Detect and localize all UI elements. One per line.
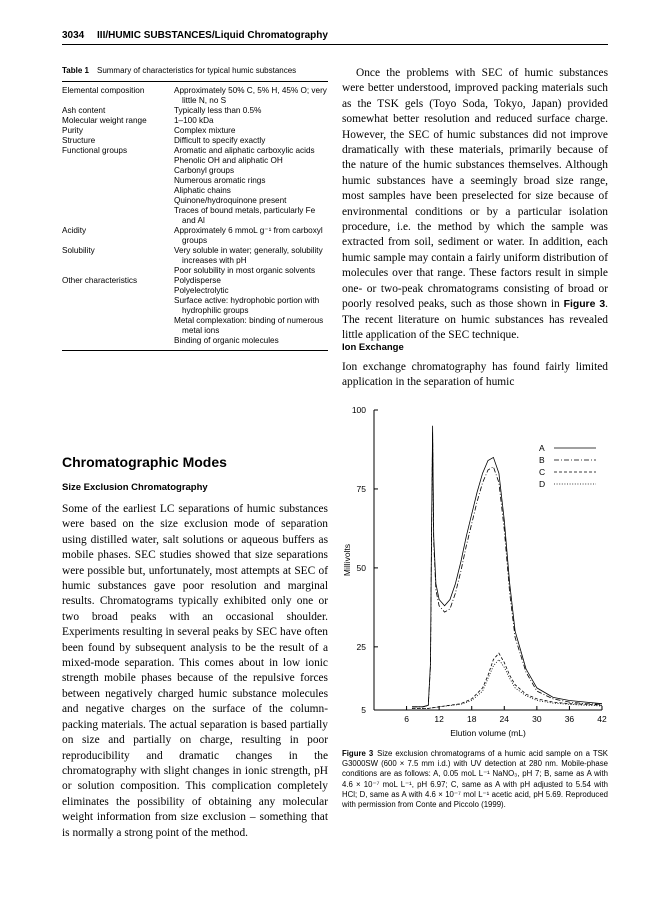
- table-row-value: Poor solubility in most organic solvents: [174, 266, 316, 275]
- y-axis-label: Millivolts: [342, 543, 352, 577]
- subsection-size-exclusion: Size Exclusion Chromatography: [62, 482, 208, 493]
- table-row-value: Very soluble in water; generally, solubility increases with pH: [174, 246, 323, 265]
- table-row-value: Phenolic OH and aliphatic OH: [174, 156, 283, 165]
- table-row-key: Purity: [62, 126, 83, 135]
- table-row-key: Molecular weight range: [62, 116, 147, 125]
- table-row-values: [174, 86, 328, 106]
- table-row-value: Approximately 6 mmoL g⁻¹ from carboxyl groups: [174, 226, 323, 245]
- table-row-values: [174, 246, 328, 276]
- table-row-key: Functional groups: [62, 146, 128, 155]
- table-row-value: Metal complexation: binding of numerous metal ions: [174, 316, 324, 335]
- y-tick-label: 75: [356, 483, 366, 494]
- table-row-key: Other characteristics: [62, 276, 138, 285]
- x-tick-label: 18: [466, 714, 477, 724]
- x-tick-label: 36: [564, 714, 575, 724]
- ion-paragraph-text: Ion exchange chromatography has found fairly limited application in the separation of humic: [342, 361, 608, 389]
- table-row-key: Elemental composition: [62, 86, 145, 95]
- y-tick-label: 100: [351, 405, 366, 415]
- section-title: Chromatographic Modes: [62, 454, 227, 470]
- table-row-value: Numerous aromatic rings: [174, 176, 266, 185]
- legend-label-A: A: [539, 443, 545, 453]
- series-line-B: [412, 432, 602, 707]
- table-row-value: Typically less than 0.5%: [174, 106, 262, 115]
- table-caption: [62, 66, 328, 76]
- table-row: [62, 136, 328, 146]
- table-row: [62, 226, 328, 246]
- x-tick-label: 30: [532, 714, 542, 724]
- table-row-key: Structure: [62, 136, 96, 145]
- table-row: [62, 116, 328, 126]
- figure-caption: [342, 749, 608, 810]
- sec-paragraph: [62, 502, 328, 841]
- x-tick-label: 12: [434, 714, 444, 724]
- figure-3-reference[interactable]: Figure 3: [563, 299, 606, 311]
- table-row-value: Aliphatic chains: [174, 186, 231, 195]
- right-paragraph-b: . The recent literature on humic substances has revealed little application of the SEC technique.: [342, 298, 608, 341]
- legend-label-B: B: [539, 455, 545, 465]
- table-row-value: Aromatic and aliphatic carboxylic acids: [174, 146, 315, 155]
- figure-3-chart: [334, 398, 614, 748]
- right-paragraph: [342, 66, 608, 343]
- table-row-value: Binding of organic molecules: [174, 336, 279, 345]
- table-row-value: Difficult to specify exactly: [174, 136, 266, 145]
- table-bottom-rule: [62, 350, 328, 351]
- table-row-values: [174, 226, 328, 246]
- table-row-value: Carbonyl groups: [174, 166, 235, 175]
- table-label: Table 1: [62, 66, 89, 75]
- series-line-A: [412, 426, 602, 707]
- legend-label-C: C: [539, 467, 546, 477]
- table-row-key: Acidity: [62, 226, 87, 235]
- table-row-value: Approximately 50% C, 5% H, 45% O; very little N, no S: [174, 86, 327, 105]
- table-body: [62, 82, 328, 350]
- x-tick-label: 24: [499, 714, 510, 724]
- series-line-C: [412, 653, 602, 708]
- y-tick-label: 25: [356, 641, 366, 652]
- table-row-value: Complex mixture: [174, 126, 236, 135]
- table-row-value: Traces of bound metals, particularly Fe and Al: [174, 206, 316, 225]
- subsection-ion-exchange: Ion Exchange: [342, 342, 404, 353]
- table-row: [62, 146, 328, 226]
- table-row-values: [174, 276, 328, 346]
- table-row: [62, 126, 328, 136]
- right-paragraph-a: Once the problems with SEC of humic substances were better understood, improved packing materials such as the TSK gels (Toyo Soda, Tokyo, Japan) provided somewhat better resolution and reduced surface charge. However, the SEC of humic substances did not improve dramatically with these materials, primarily because of the nature of the humic substances themselves. Although humic substances have a seemingly broad size range, most samples have been preselected for size because of environmental conditions or by a particular isolation procedure, i.e. the method by which the sample was extracted from soil, sediment or water. In addition, each humic sample may contain a fairly uniform distribution of molecules over that range. These factors result in simple one- or two-peak chromatograms consisting of broad or poorly resolved peaks, such as those shown in: [342, 67, 608, 311]
- table-row: [62, 86, 328, 106]
- x-tick-label: 6: [404, 714, 409, 724]
- x-axis-label: Elution volume (mL): [450, 728, 526, 738]
- table-row-value: 1–100 kDa: [174, 116, 214, 125]
- table-caption-text: Summary of characteristics for typical humic substances: [96, 66, 297, 75]
- x-tick-label: 42: [597, 714, 607, 724]
- table-row-value: Polydisperse: [174, 276, 221, 285]
- table-row-values: [174, 136, 328, 146]
- table-row-values: [174, 146, 328, 226]
- table-row-value: Quinone/hydroquinone present: [174, 196, 287, 205]
- running-title: III/HUMIC SUBSTANCES/Liquid Chromatography: [97, 30, 328, 41]
- table-row-value: Surface active: hydrophobic portion with hydrophilic groups: [174, 296, 320, 315]
- table-row-values: [174, 116, 328, 126]
- figure-label: Figure 3: [342, 749, 374, 758]
- chromatogram-svg: [334, 398, 614, 748]
- y-tick-label: 50: [356, 562, 366, 573]
- sec-paragraph-text: Some of the earliest LC separations of humic substances were based on the size exclusion mode of separation using distilled water, salt solutions or aqueous buffers as mobile phases. SEC studies showed that size separations were possible but, unfortunately, most attempts at SEC of humic substances gave poor resolution and marginal results. Chromatograms typically exhibited only one or two broad peaks with an occasional shoulder. Experiments resulting in several peaks by SEC have often been found by subsequent analysis to be the result of a mixed-mode separation. This comes about in low ionic strength mobile phases because of the repulsive forces between negatively charged humic substance molecules and negative charges on the surface of the column-packing materials. The actual separation is based partially on size and partially on charge, resulting in poor reproducibility and dramatic changes in the chromatography with slight changes in ionic strength, pH or solution composition. This complication completely eliminates the possibility of obtaining any molecular weight information from size exclusion – something that is normally a strong point of the method.: [62, 503, 328, 839]
- table-row: [62, 106, 328, 116]
- header-rule: [62, 44, 608, 45]
- table-row-value: Polyelectrolytic: [174, 286, 229, 295]
- ion-paragraph: [342, 360, 608, 391]
- y-tick-label: 5: [361, 705, 366, 715]
- running-header: [62, 30, 610, 41]
- table-row: [62, 246, 328, 276]
- legend-label-D: D: [539, 479, 546, 489]
- table-row-key: Solubility: [62, 246, 95, 255]
- table-row-values: [174, 106, 328, 116]
- table-row-values: [174, 126, 328, 136]
- table-row: [62, 276, 328, 346]
- right-paragraph-text: [342, 66, 608, 343]
- table-1: [62, 66, 328, 351]
- table-row-key: Ash content: [62, 106, 106, 115]
- figure-caption-text: Size exclusion chromatograms of a humic acid sample on a TSK G3000SW (600 × 7.5 mm i.d.) with UV detection at 280 nm. Mobile-phase conditions are as follows: A, 0.05 moL L⁻¹ NaNO₃, pH 7; B, same as A with 4.6 × 10⁻⁷ moL L⁻¹, pH 6.97; C, same as A with pH adjusted to 5.54 with HCl; D, same as A with 4.6 × 10⁻⁷ mol L⁻¹ acetic acid, pH 5.69. Reproduced with permission from Conte and Piccolo (1999).: [342, 749, 608, 810]
- page-number: 3034: [62, 30, 85, 41]
